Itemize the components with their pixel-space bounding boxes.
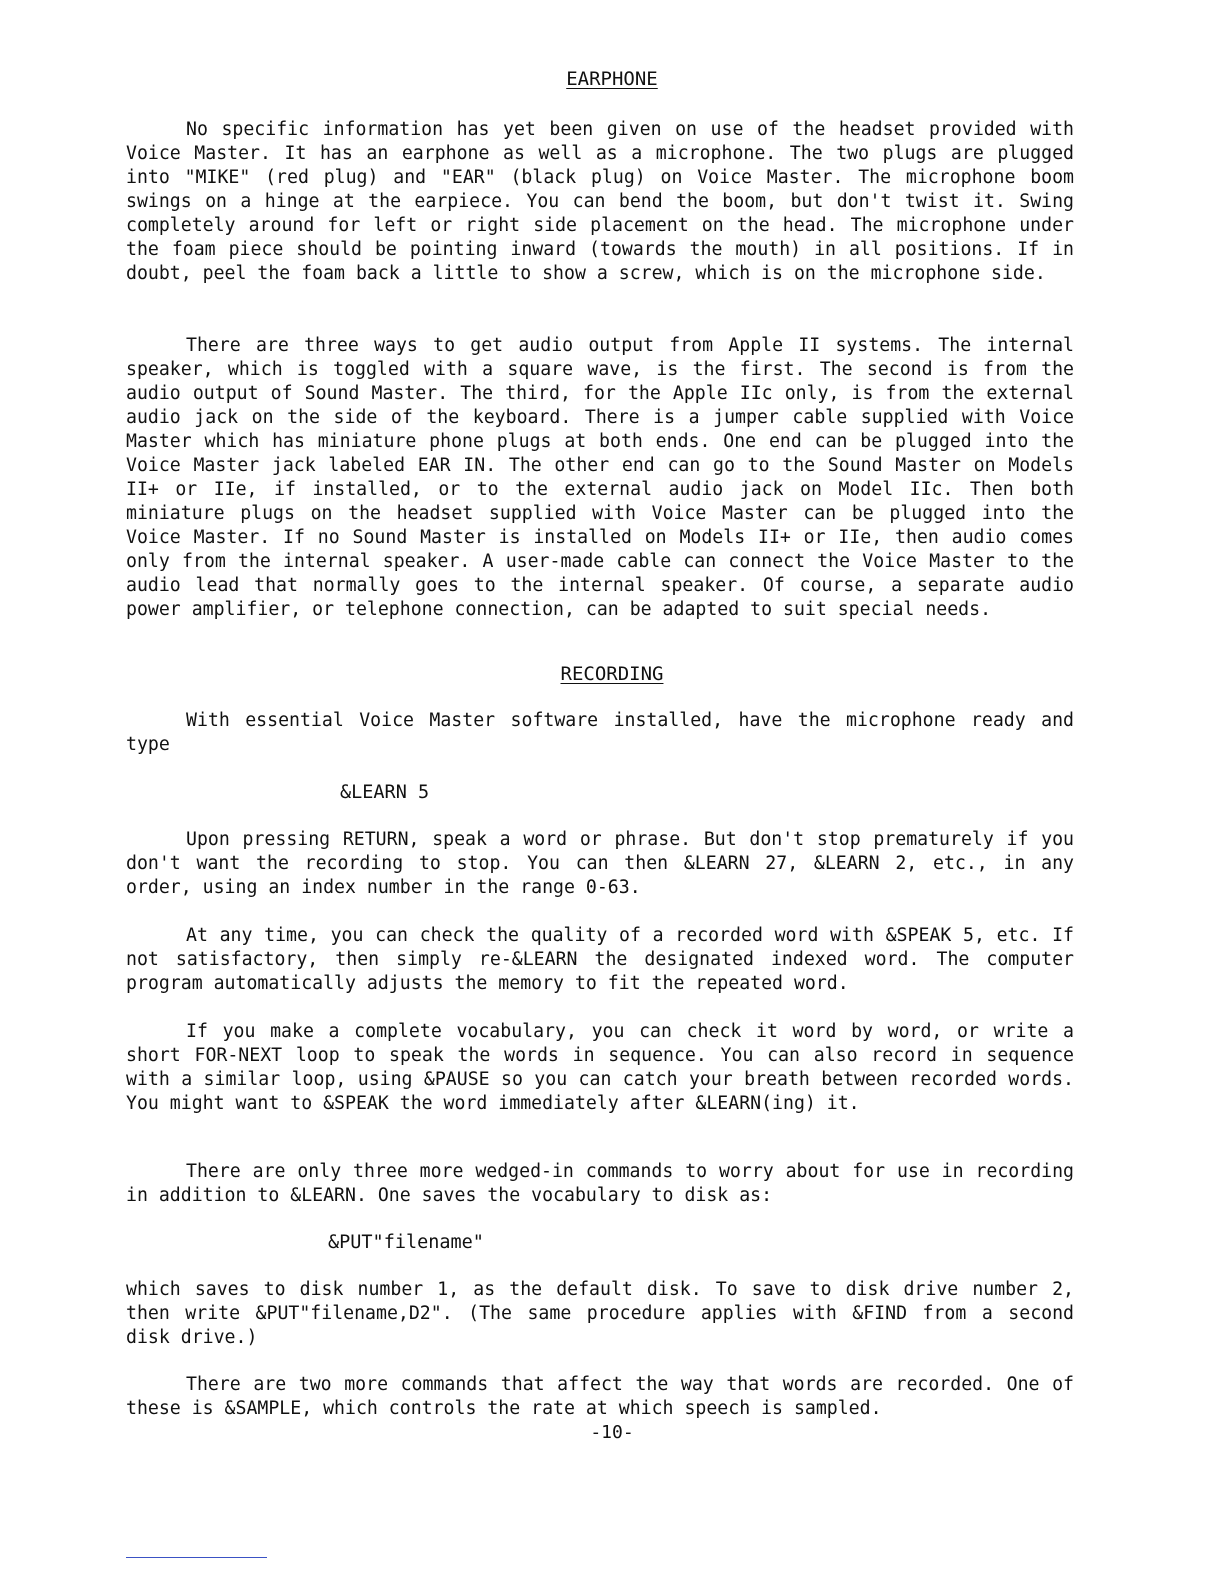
paragraph-wedged-commands: There are only three more wedged-in commands to worry about for use in recording in addition to &LEARN. One saves the vocabulary to disk as: [126,1161,1074,1206]
earphone-heading: EARPHONE [566,68,658,90]
command-put-filename: &PUT"filename" [328,1232,484,1253]
paragraph-check-quality: At any time, you can check the quality of a recorded word with &SPEAK 5, etc. If not satisfactory, then simply re-&LEARN the designated indexed word. The computer program automatically adjusts the memory to fit the repeated word. [126,925,1074,994]
footnote-rule [126,1557,267,1558]
paragraph-disk-save: which saves to disk number 1, as the default disk. To save to disk drive number 2, then write &PUT"filename,D2". (The same procedure applies with &FIND from a second disk drive.) [126,1279,1074,1348]
paragraph-vocabulary: If you make a complete vocabulary, you can check it word by word, or write a short FOR-NEXT loop to speak the words in sequence. You can also record in sequence with a similar loop, using &PAUSE so you can catch your breath between recorded words. You might want to &SPEAK the word immediately after &LEARN(ing) it. [126,1021,1074,1114]
paragraph-headset: No specific information has yet been given on use of the headset provided with Voice Master. It has an earphone as well as a microphone. The two plugs are plugged into "MIKE" (red plug) and "EAR" (black plug) on Voice Master. The microphone boom swings on a hinge at the earpiece. You can bend the boom, but don't twist it. Swing completely around for left or right side placement on the head. The microphone under the foam piece should be pointing inward (towards the mouth) in all positions. If in doubt, peel the foam back a little to show a screw, which is on the microphone side. [126,119,1074,284]
paragraph-audio-output: There are three ways to get audio output from Apple II systems. The internal speaker, which is toggled with a square wave, is the first. The second is from the audio output of Sound Master. The third, for the Apple IIc only, is from the external audio jack on the side of the keyboard. There is a jumper cable supplied with Voice Master which has miniature phone plugs at both ends. One end can be plugged into the Voice Master jack labeled EAR IN. The other end can go to the Sound Master on Models II+ or IIe, if installed, or to the external audio jack on Model IIc. Then both miniature plugs on the headset supplied with Voice Master can be plugged into the Voice Master. If no Sound Master is installed on Models II+ or IIe, then audio comes only from the internal speaker. A user-made cable can connect the Voice Master to the audio lead that normally goes to the internal speaker. Of course, a separate audio power amplifier, or telephone connection, can be adapted to suit special needs. [126,335,1074,620]
paragraph-pressing-return: Upon pressing RETURN, speak a word or phrase. But don't stop prematurely if you don't want the recording to stop. You can then &LEARN 27, &LEARN 2, etc., in any order, using an index number in the range 0-63. [126,829,1074,898]
paragraph-install-software: With essential Voice Master software installed, have the microphone ready and type [126,710,1074,755]
command-learn-5: &LEARN 5 [340,782,430,803]
paragraph-sample-command: There are two more commands that affect the way that words are recorded. One of these is &SAMPLE, which controls the rate at which speech is sampled. [126,1374,1074,1419]
page-number: -10- [590,1422,634,1443]
recording-heading: RECORDING [560,663,664,685]
